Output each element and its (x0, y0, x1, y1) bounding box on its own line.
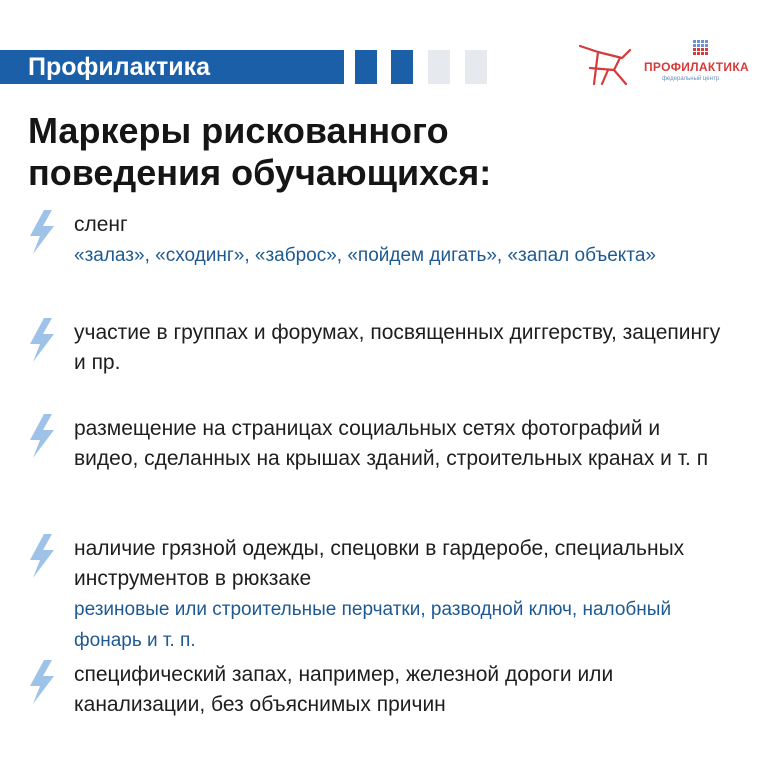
lightning-bolt-icon (28, 534, 56, 578)
lightning-bolt-icon (28, 318, 56, 362)
title-line-2: поведения обучающихся: (28, 152, 492, 193)
item-main-text: специфический запах, например, железной дороги или канализации, без объяснимых причин (74, 663, 614, 716)
section-banner (0, 50, 344, 84)
item-main-text: участие в группах и форумах, посвященных диггерству, зацепингу и пр. (74, 321, 721, 374)
decor-square-3 (428, 50, 450, 84)
lightning-bolt-icon (28, 414, 56, 458)
item-main-text: сленг (74, 213, 128, 236)
logo-name: ПРОФИЛАКТИКА (644, 60, 749, 74)
decor-square-1 (355, 50, 377, 84)
section-tag: Профилактика (28, 53, 211, 81)
logo-subtitle: федеральный центр (662, 76, 720, 82)
item-main-text: наличие грязной одежды, спецовки в гардеробе, специальных инструментов в рюкзаке (74, 537, 685, 590)
item-sub-text: резиновые или строительные перчатки, разводной ключ, налобный фонарь и т. п. (74, 599, 672, 651)
logo-grid-icon (693, 40, 710, 56)
page-title (28, 110, 748, 194)
chair-logo-icon (574, 40, 634, 86)
decor-square-2 (391, 50, 413, 84)
item-sub-text: «залаз», «сходинг», «заброс», «пойдем дигать», «запал объекта» (74, 245, 656, 266)
title-line-1: Маркеры рискованного (28, 110, 449, 151)
lightning-bolt-icon (28, 660, 56, 704)
item-main-text: размещение на страницах социальных сетях фотографий и видео, сделанных на крышах зданий, строительных кранах и т. п (74, 417, 709, 470)
lightning-bolt-icon (28, 210, 56, 254)
decor-square-4 (465, 50, 487, 84)
